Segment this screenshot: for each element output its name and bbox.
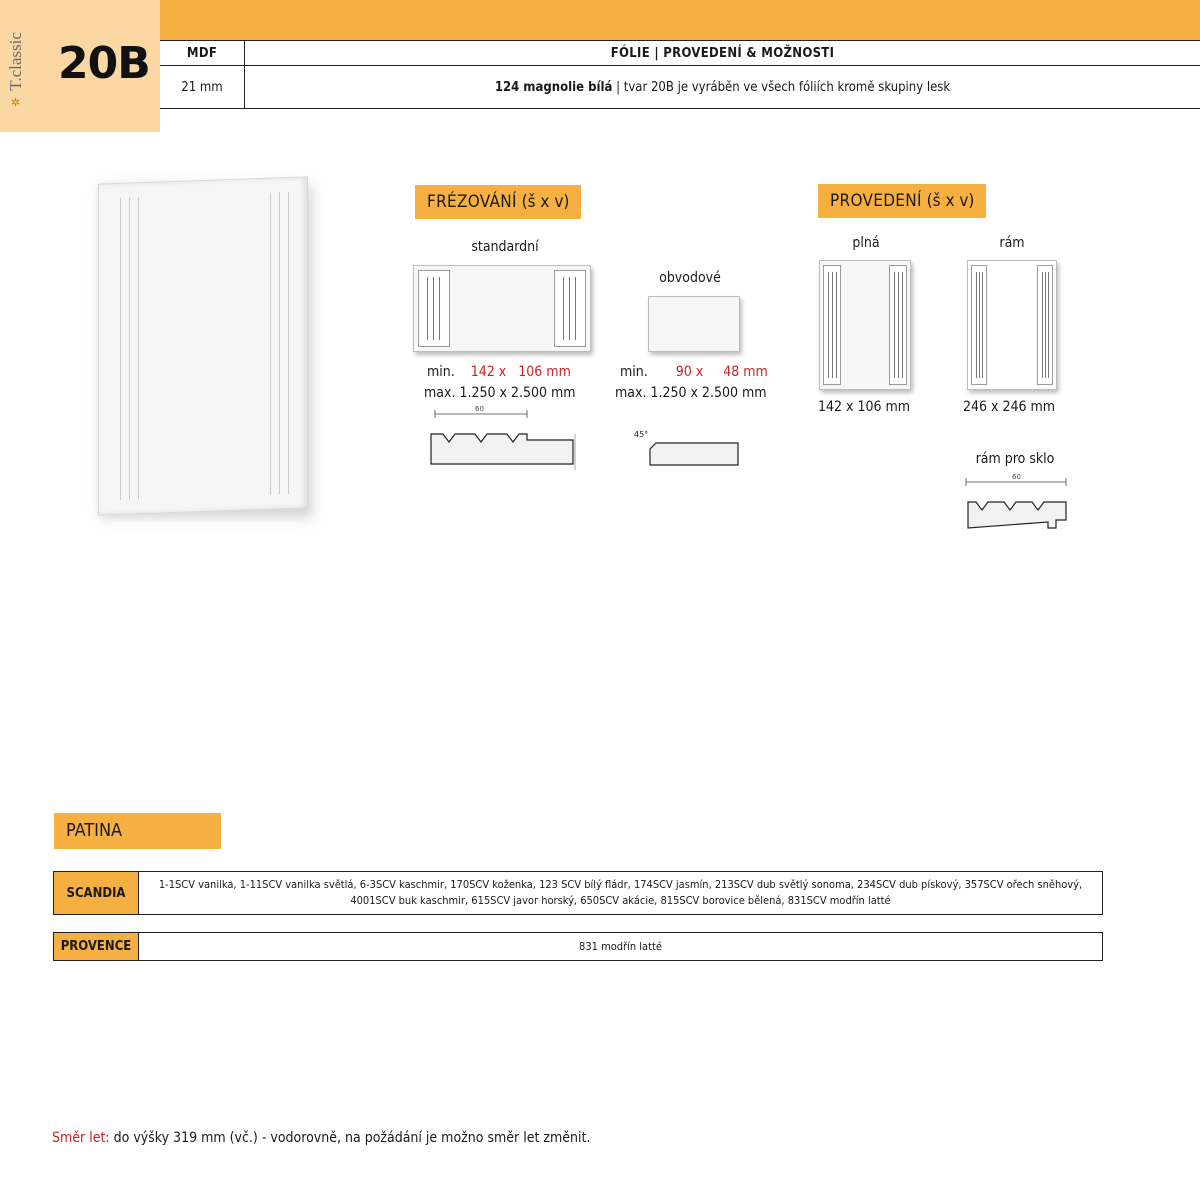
standard-max-dims: max. 1.250 x 2.500 mm: [424, 385, 576, 401]
grain-direction-text: do výšky 319 mm (vč.) - vodorovně, na požádání je možno směr let změnit.: [109, 1130, 591, 1146]
frezovani-suffix: (š x v): [521, 192, 570, 212]
ram-panel: [967, 260, 1057, 390]
standard-min-prefix: min.: [427, 364, 455, 380]
patina-colors-provence: 831 modřín latté: [579, 939, 662, 953]
ram-sklo-label: rám pro sklo: [975, 451, 1055, 467]
plna-grooves-right: [889, 265, 907, 385]
brand-logo: [6, 28, 42, 108]
plna-panel: [819, 260, 911, 390]
standard-min-dims: [427, 364, 571, 380]
spec-header-foil: FÓLIE | PROVEDENÍ & MOŽNOSTI: [245, 41, 1200, 66]
ram-sklo-profile-dim: 60: [1012, 473, 1021, 481]
obvodove-profile-drawing: [630, 425, 745, 470]
standard-grooves-right: [554, 270, 586, 347]
obvodove-panel: [648, 296, 740, 352]
standard-min-height: 106 mm: [518, 364, 571, 380]
provedeni-badge: [818, 184, 986, 218]
spec-foil-name: 124 magnolie bílá: [494, 79, 613, 95]
patina-row-provence: [53, 932, 1103, 961]
frezovani-title: FRÉZOVÁNÍ: [427, 192, 517, 212]
ram-label: rám: [999, 235, 1025, 251]
plna-dims: 142 x 106 mm: [818, 399, 911, 415]
obvodove-min-width: 90 x: [675, 364, 704, 380]
patina-scandia-line2: 4001SCV buk kaschmir, 615SCV javor horský, 650SCV akácie, 815SCV borovice bělená, 831SCV modřín latté: [350, 894, 891, 907]
grain-direction-label: Směr let:: [52, 1130, 110, 1146]
obvodove-profile-angle: 45°: [634, 430, 649, 439]
frezovani-badge: [415, 185, 581, 219]
standard-grooves-left: [418, 270, 450, 347]
obvodove-min-height: 48 mm: [723, 364, 768, 380]
patina-label-scandia: SCANDIA: [54, 872, 139, 914]
grain-direction-note: [52, 1130, 590, 1146]
standard-label: standardní: [471, 239, 539, 255]
patina-colors-scandia: [139, 872, 1102, 914]
ram-grooves-left: [971, 265, 987, 385]
patina-badge: PATINA: [54, 813, 221, 849]
ram-dims: 246 x 246 mm: [963, 399, 1056, 415]
standard-profile-drawing: [425, 400, 585, 470]
standard-profile-dim: 60: [475, 405, 484, 413]
spec-header-material: MDF: [160, 41, 245, 66]
ram-sklo-profile-drawing: [962, 470, 1072, 535]
brand-dots-icon: ✲: [10, 95, 22, 108]
door-illustration: [98, 176, 308, 515]
spec-foil-value: [245, 66, 1200, 109]
plna-grooves-left: [823, 265, 841, 385]
plna-label: plná: [852, 235, 880, 251]
patina-label-provence: PROVENCE: [54, 933, 139, 960]
standard-min-width: 142 x: [470, 364, 507, 380]
patina-scandia-line1: 1-1SCV vanilka, 1-11SCV vanilka světlá, 6-3SCV kaschmir, 170SCV koženka, 123 SCV bílý fládr, 174SCV jasmín, 213SCV dub světlý sonoma, 234SCV dub pískový, 357SCV ořech sněhový,: [158, 878, 1083, 891]
obvodove-min-dims: [620, 364, 768, 380]
spec-table: [160, 40, 1200, 109]
provedeni-suffix: (š x v): [926, 191, 975, 211]
provedeni-title: PROVEDENÍ: [830, 191, 922, 211]
obvodove-max-dims: max. 1.250 x 2.500 mm: [615, 385, 767, 401]
obvodove-min-prefix: min.: [620, 364, 648, 380]
brand-name: T.classic: [6, 32, 25, 91]
header-accent-bar: [160, 0, 1200, 40]
door-grooves-right: [265, 192, 291, 495]
spec-thickness: 21 mm: [160, 66, 245, 109]
ram-grooves-right: [1037, 265, 1053, 385]
patina-row-scandia: [53, 871, 1103, 915]
spec-foil-note: | tvar 20B je vyráběn ve všech fóliích kromě skupiny lesk: [612, 79, 951, 95]
standard-panel: [413, 265, 591, 352]
product-code: 20B: [58, 38, 150, 89]
obvodove-label: obvodové: [659, 270, 721, 286]
door-grooves-left: [115, 197, 141, 500]
